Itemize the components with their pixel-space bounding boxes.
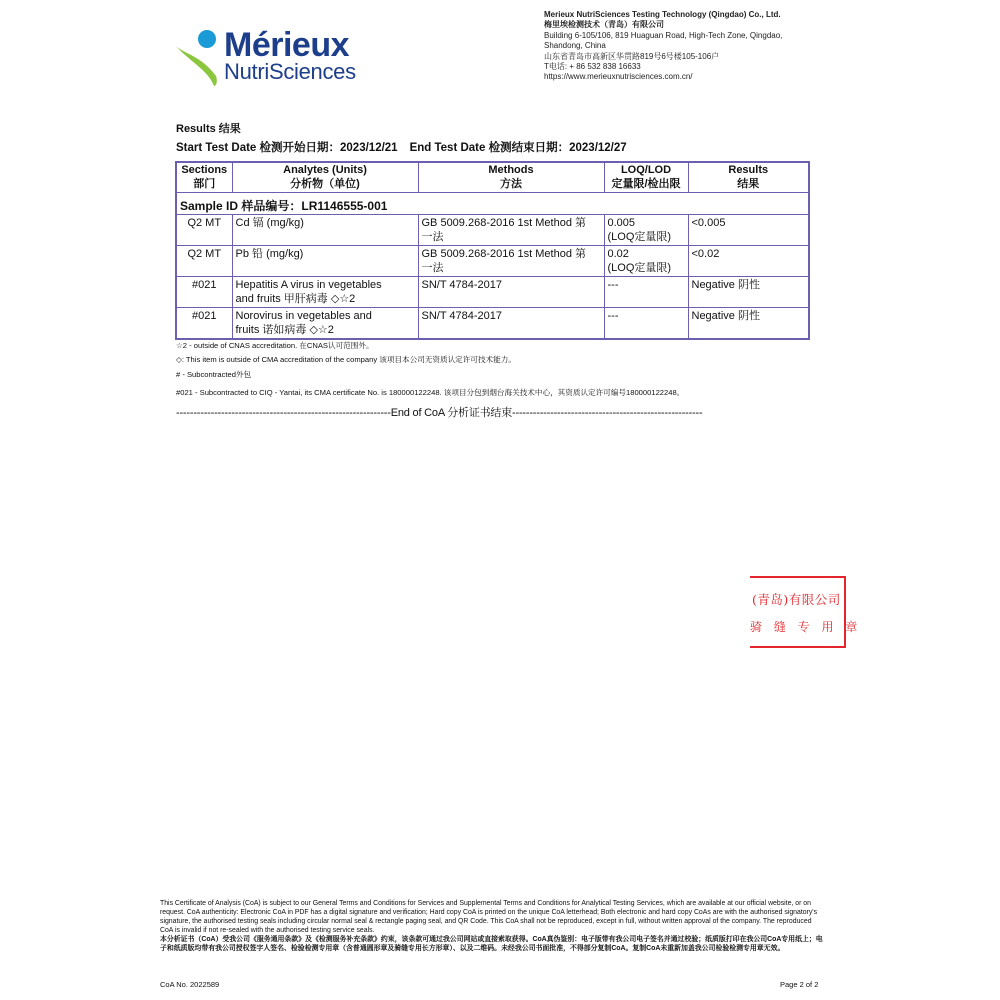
table-row bbox=[176, 246, 809, 277]
sample-id-row bbox=[176, 193, 809, 215]
note-cma: ◇: This item is outside of CMA accreditation of the company 该项目本公司无资质认定许可技术能力。 bbox=[176, 355, 516, 364]
start-date-value: 2023/12/21 bbox=[340, 142, 398, 154]
cell-method: GB 5009.268-2016 1st Method 第 一法 bbox=[418, 215, 604, 246]
table-row bbox=[176, 308, 809, 340]
company-address-line2: Shandong, China bbox=[544, 41, 606, 51]
note-subcontractor-detail: #021 - Subcontracted to CIQ - Yantai, its CMA certificate No. is 180000122248. 该项目分包到烟台海关技术中心，其资质认定许可编号180000122248。 bbox=[176, 388, 685, 397]
stamp-text-line2: 骑 缝 专 用 章 bbox=[750, 620, 862, 634]
cell-section: Q2 MT bbox=[176, 246, 232, 277]
cell-analyte: Pb 铅 (mg/kg) bbox=[232, 246, 418, 277]
cell-analyte: Norovirus in vegetables and fruits 诺如病毒 ◇☆2 bbox=[232, 308, 418, 340]
cell-loq: 0.005 (LOQ定量限) bbox=[604, 215, 688, 246]
cell-analyte: Hepatitis A virus in vegetables and fruits 甲肝病毒 ◇☆2 bbox=[232, 277, 418, 308]
header-results: Results 结果 bbox=[688, 162, 809, 193]
logo-text-merieux: Mérieux bbox=[224, 26, 349, 64]
header-analytes: Analytes (Units) 分析物（单位) bbox=[232, 162, 418, 193]
company-header bbox=[544, 10, 844, 83]
start-date-label: Start Test Date 检测开始日期： bbox=[176, 142, 341, 154]
cell-method: GB 5009.268-2016 1st Method 第 一法 bbox=[418, 246, 604, 277]
coa-number: CoA No. 2022589 bbox=[160, 980, 220, 989]
cell-section: #021 bbox=[176, 277, 232, 308]
header-sections: Sections 部门 bbox=[176, 162, 232, 193]
cell-section: Q2 MT bbox=[176, 215, 232, 246]
company-website: https://www.merieuxnutrisciences.com.cn/ bbox=[544, 72, 693, 82]
footer-terms-cn: 本分析证书（CoA）受我公司《服务通用条款》及《检测服务补充条款》约束，该条款可通过我公司网站或直接索取获得。CoA真伪鉴别：电子版带有我公司电子签名并通过校验；纸质版打印在我公司CoA专用纸上；电子和纸质版均带有我公司授权签字人签名、检验检测专用章（含普通圆形章及骑缝专用长方形章）、以及二维码。未经我公司书面批准，不得部分复制CoA。复制CoA未重新加盖我公司检验检测专用章无效。 bbox=[160, 935, 823, 952]
note-cnas: ☆2 - outside of CNAS accreditation. 在CNAS认可范围外。 bbox=[176, 341, 374, 350]
company-logo bbox=[172, 24, 362, 90]
footer-terms-en: This Certificate of Analysis (CoA) is subject to our General Terms and Conditions for Services and Supplemental Terms and Conditions for Analytical Testing Services, which are available at our official website, or on request. CoA authenticity: Electronic CoA in PDF has a digital signature and verification; Hard copy CoA is printed on the unique CoA letterhead; Both electronic and hard copy CoAs are with the authorised signatory's signature, the authorised testing seals including circular normal seal & rectangle paging seal, and QR Code. This CoA shall not be reproduced, except in full, without written approval of the company. The reproduced CoA is invalid if not re-sealed with the authorised testing service seals. bbox=[160, 900, 818, 934]
cell-loq: 0.02 (LOQ定量限) bbox=[604, 246, 688, 277]
page-number: Page 2 of 2 bbox=[780, 980, 819, 989]
cell-section: #021 bbox=[176, 308, 232, 340]
sample-id: Sample ID 样品编号：LR1146555-001 bbox=[176, 193, 809, 215]
end-of-coa-line: --------------------------------------------------------------End of CoA 分析证书结束------------------------------------------------------- bbox=[176, 407, 703, 419]
results-title: Results 结果 bbox=[176, 123, 241, 135]
paging-seal-stamp bbox=[750, 576, 862, 648]
test-dates bbox=[176, 139, 627, 155]
header-loq-lod: LOQ/LOD 定量限/检出限 bbox=[604, 162, 688, 193]
footer-terms bbox=[160, 900, 826, 953]
company-phone: T电话: + 86 532 838 16633 bbox=[544, 62, 641, 72]
header-methods: Methods 方法 bbox=[418, 162, 604, 193]
company-address-line1: Building 6-105/106, 819 Huaguan Road, High-Tech Zone, Qingdao, bbox=[544, 30, 783, 40]
note-subcontracted: # - Subcontracted外包 bbox=[176, 370, 252, 379]
end-date-label: End Test Date 检测结束日期： bbox=[409, 142, 570, 154]
stamp-text-line1: (青岛)有限公司 bbox=[752, 592, 841, 607]
logo-text-nutrisciences: NutriSciences bbox=[224, 59, 356, 84]
cell-result: <0.005 bbox=[688, 215, 809, 246]
cell-method: SN/T 4784-2017 bbox=[418, 277, 604, 308]
cell-loq: --- bbox=[604, 308, 688, 340]
cell-result: <0.02 bbox=[688, 246, 809, 277]
table-header-row bbox=[176, 162, 809, 193]
cell-result: Negative 阴性 bbox=[688, 308, 809, 340]
company-name-en: Merieux NutriSciences Testing Technology (Qingdao) Co., Ltd. bbox=[544, 10, 781, 19]
cell-result: Negative 阴性 bbox=[688, 277, 809, 308]
company-name-cn: 梅里埃检测技术（青岛）有限公司 bbox=[544, 20, 664, 30]
cell-method: SN/T 4784-2017 bbox=[418, 308, 604, 340]
end-date-value: 2023/12/27 bbox=[569, 142, 627, 154]
logo-swoosh-icon bbox=[172, 24, 232, 90]
results-table bbox=[175, 161, 810, 340]
cell-loq: --- bbox=[604, 277, 688, 308]
company-address-cn: 山东省青岛市高新区华贯路819号6号楼105-106户 bbox=[544, 51, 720, 61]
table-row bbox=[176, 277, 809, 308]
table-row bbox=[176, 215, 809, 246]
cell-analyte: Cd 镉 (mg/kg) bbox=[232, 215, 418, 246]
